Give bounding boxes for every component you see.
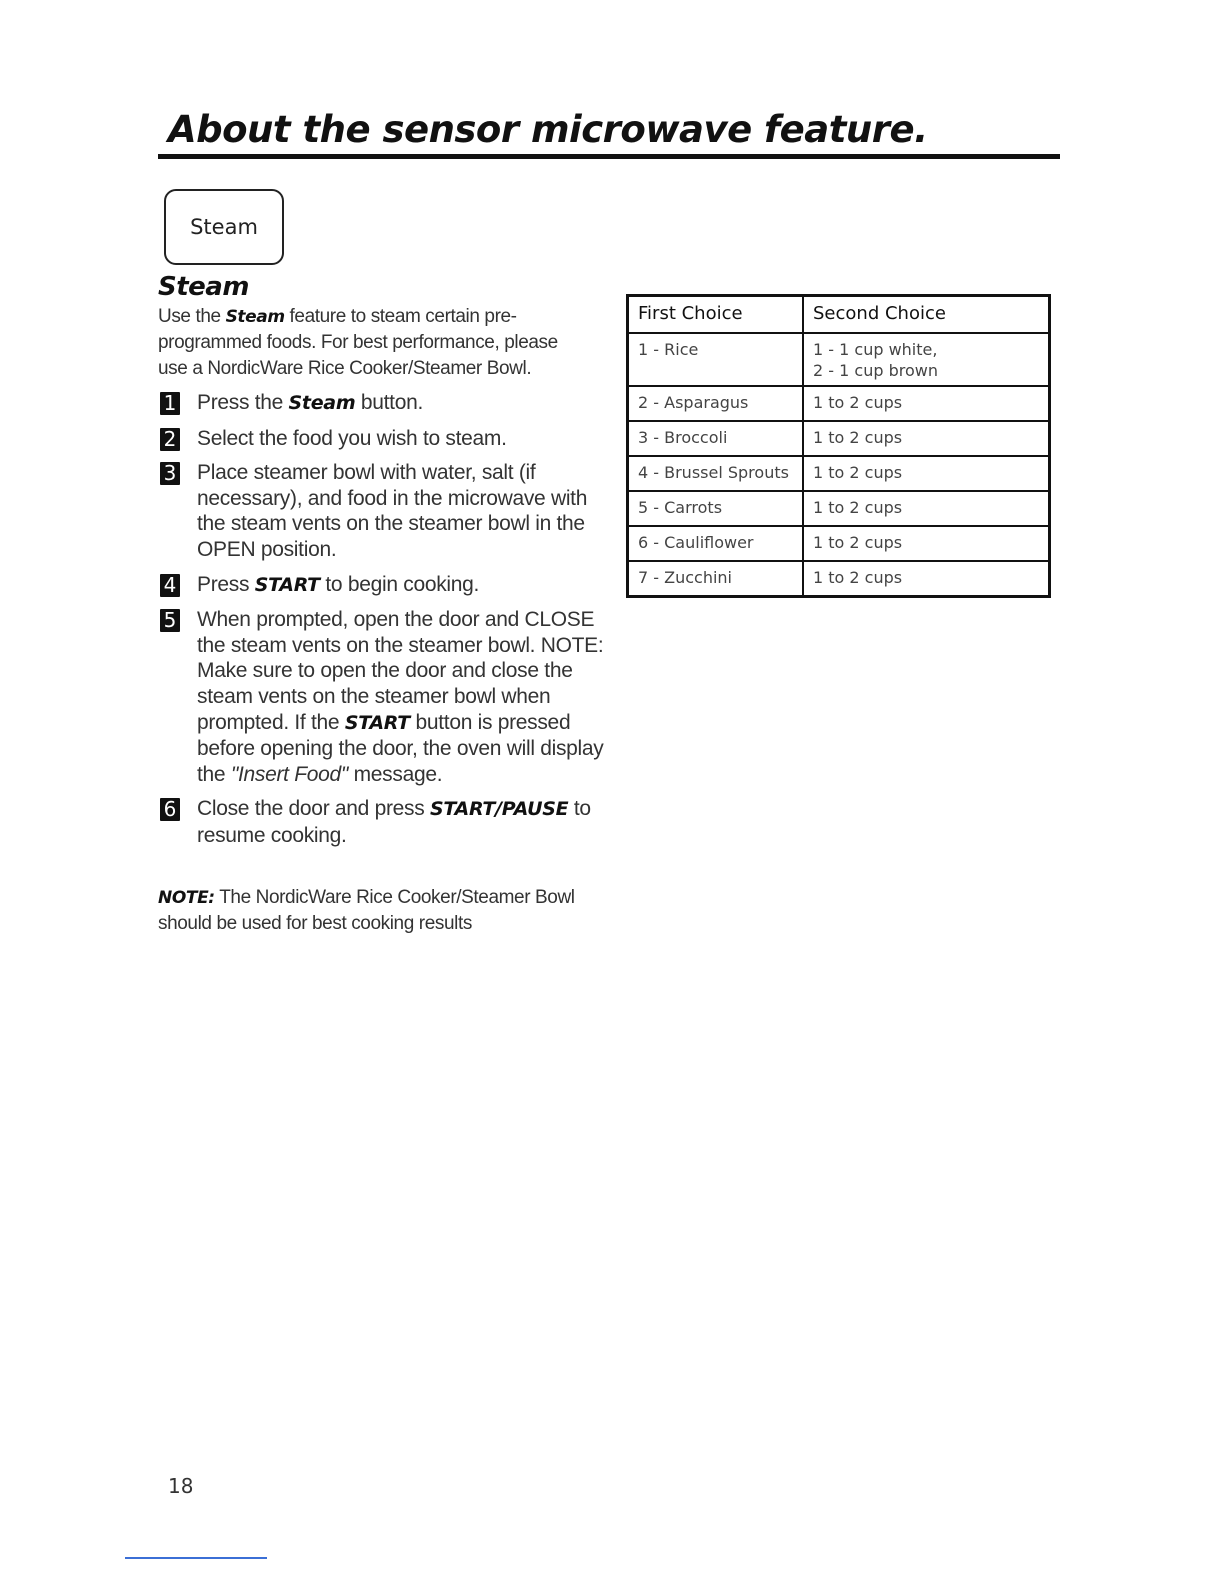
page-title: About the sensor microwave feature. xyxy=(168,108,928,151)
step-text: Place steamer bowl with water, salt (if necessary), and food in the microwave with the steam vents on the steamer bowl in the OPEN position. xyxy=(197,461,588,561)
table-header-row xyxy=(628,296,1050,334)
steam-choices-table xyxy=(626,294,1051,598)
step-number-badge: 5 xyxy=(160,609,180,632)
table-row xyxy=(628,333,1050,386)
steam-button[interactable]: Steam xyxy=(164,189,284,265)
step-5 xyxy=(160,607,610,787)
step-number-badge: 4 xyxy=(160,574,180,597)
first-choice-cell: 5 - Carrots xyxy=(628,491,804,526)
first-choice-cell: 6 - Cauliflower xyxy=(628,526,804,561)
table-row xyxy=(628,561,1050,597)
first-choice-cell: 2 - Asparagus xyxy=(628,386,804,421)
intro-paragraph: Use the Steam feature to steam certain pre-programmed foods. For best performance, please use a NordicWare Rice Cooker/Steamer Bowl. xyxy=(158,306,558,379)
step-2 xyxy=(160,426,610,452)
footer-divider xyxy=(125,1557,267,1559)
second-choice-cell: 1 to 2 cups xyxy=(803,561,1050,597)
steps-list xyxy=(160,390,610,858)
section-heading: Steam xyxy=(158,272,249,302)
table-row xyxy=(628,526,1050,561)
note-label: NOTE: xyxy=(158,888,215,908)
step-number-badge: 1 xyxy=(160,392,180,415)
title-underline xyxy=(158,154,1060,159)
second-choice-cell: 1 to 2 cups xyxy=(803,386,1050,421)
step-1 xyxy=(160,390,610,417)
step-number-badge: 2 xyxy=(160,428,180,451)
second-choice-cell: 1 - 1 cup white, 2 - 1 cup brown xyxy=(803,333,1050,386)
step-text: Select the food you wish to steam. xyxy=(197,426,507,450)
table-row xyxy=(628,456,1050,491)
step-4 xyxy=(160,572,610,599)
column-header-first-choice: First Choice xyxy=(628,296,804,334)
steam-feature-name: Steam xyxy=(225,307,285,327)
first-choice-cell: 7 - Zucchini xyxy=(628,561,804,597)
bottom-note: NOTE: The NordicWare Rice Cooker/Steamer Bowl should be used for best cooking results xyxy=(158,887,575,934)
step-text: Press the Steam button. xyxy=(197,391,423,414)
second-choice-cell: 1 to 2 cups xyxy=(803,526,1050,561)
table-row xyxy=(628,386,1050,421)
step-number-badge: 6 xyxy=(160,798,180,821)
step-text: Close the door and press START/PAUSE to resume cooking. xyxy=(197,797,591,847)
second-choice-cell: 1 to 2 cups xyxy=(803,491,1050,526)
step-3 xyxy=(160,460,610,562)
second-choice-cell: 1 to 2 cups xyxy=(803,421,1050,456)
first-choice-cell: 3 - Broccoli xyxy=(628,421,804,456)
page-number: 18 xyxy=(168,1474,194,1498)
second-choice-cell: 1 to 2 cups xyxy=(803,456,1050,491)
step-text: When prompted, open the door and CLOSE the steam vents on the steamer bowl. NOTE: Make sure to open the door and close the steam vents on the steamer bowl when prompted. If the START button is pressed before opening the door, the oven will display the "Insert Food" message. xyxy=(197,608,604,786)
table-row xyxy=(628,421,1050,456)
column-header-second-choice: Second Choice xyxy=(803,296,1050,334)
first-choice-cell: 1 - Rice xyxy=(628,333,804,386)
step-6 xyxy=(160,796,610,848)
table-row xyxy=(628,491,1050,526)
first-choice-cell: 4 - Brussel Sprouts xyxy=(628,456,804,491)
step-number-badge: 3 xyxy=(160,462,180,485)
step-text: Press START to begin cooking. xyxy=(197,572,480,596)
